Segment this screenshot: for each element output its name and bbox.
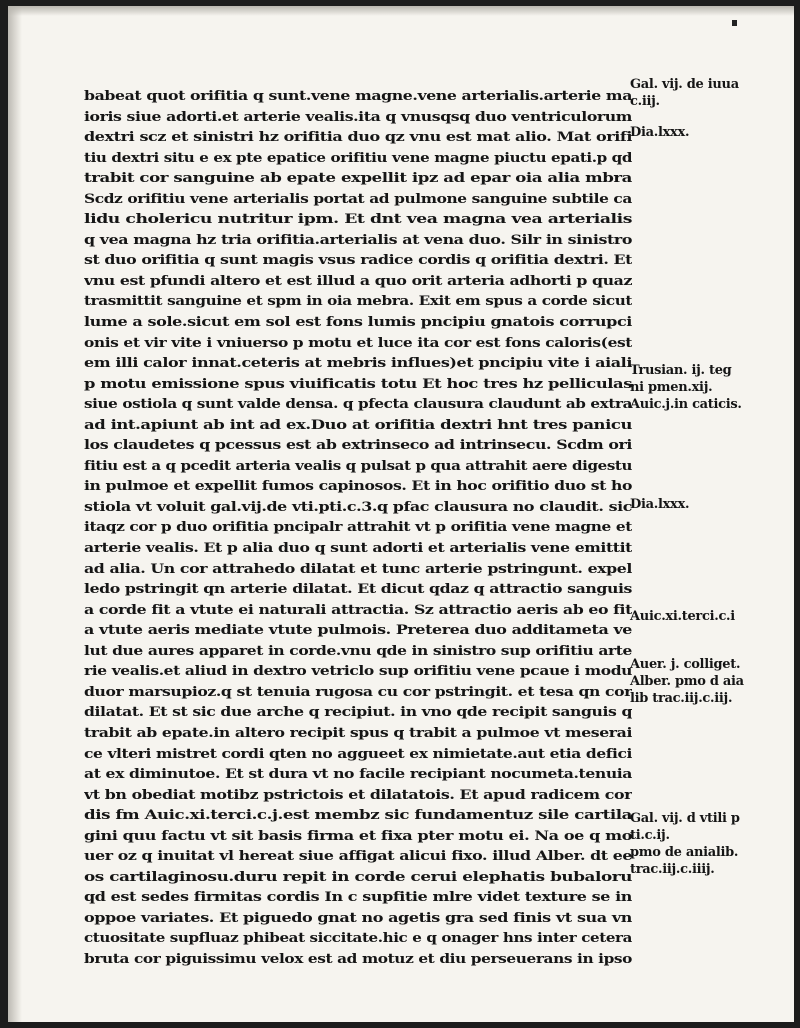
text-line: q vea magna hz tria orifitia.arterialis at vena duo. Silr in sinistro bbox=[84, 231, 632, 248]
text-line: a vtute aeris mediate vtute pulmois. Preterea duo additameta ve bbox=[84, 622, 632, 639]
margin-note-line: Gal. vij. de iuua bbox=[630, 77, 739, 92]
margin-note-line: c.iij. bbox=[630, 94, 660, 109]
text-line: in pulmoe et expellit fumos capinosos. Et in hoc orifitio duo st ho bbox=[84, 478, 632, 495]
margin-note-line: Dia.lxxx. bbox=[630, 497, 690, 512]
text-line: tiu dextri situ e ex pte epatice orifitiu vene magne piuctu epati.p qd bbox=[84, 149, 632, 166]
text-line: babeat quot orifitia q sunt.vene magne.vene arterialis.arterie ma bbox=[84, 88, 632, 104]
page-binding-shadow bbox=[8, 6, 22, 1022]
text-line: ad alia. Un cor attrahedo dilatat et tunc arterie pstringunt. expel bbox=[84, 560, 632, 577]
text-line: st duo orifitia q sunt magis vsus radice cordis q orifitia dextri. Et bbox=[84, 252, 632, 269]
text-line: trabit ab epate.in altero recipit spus q trabit a pulmoe vt meserai bbox=[84, 724, 632, 741]
text-line: siue ostiola q sunt valde densa. q pfecta clausura claudunt ab extra bbox=[84, 396, 632, 413]
margin-note bbox=[630, 656, 744, 707]
margin-note-line: ni pmen.xij. bbox=[630, 380, 713, 395]
margin-note-line: Auic.j.in caticis. bbox=[630, 397, 742, 412]
text-line: rie vealis.et aliud in dextro vetriclo sup orifitiu vene pcaue i modu bbox=[84, 663, 632, 680]
margin-note-line: Auic.xi.terci.c.i bbox=[630, 609, 735, 624]
text-line: ad int.apiunt ab int ad ex.Duo at orifitia dextri hnt tres panicu bbox=[84, 416, 632, 433]
text-line: duor marsupioz.q st tenuia rugosa cu cor pstringit. et tesa qn cor bbox=[84, 683, 632, 700]
margin-note-line: trac.iij.c.iiij. bbox=[630, 862, 715, 877]
text-line: trabit cor sanguine ab epate expellit ipz ad epar oia alia mbra bbox=[84, 170, 632, 187]
margin-note-line: Auer. j. colliget. bbox=[630, 657, 741, 672]
page-top-shadow bbox=[8, 6, 794, 16]
text-line: itaqz cor p duo orifitia pncipalr attrahit vt p orifitia vene magne et bbox=[84, 519, 632, 536]
text-line: ctuositate supfluaz phibeat siccitate.hic e q onager hns inter cetera bbox=[84, 930, 632, 947]
text-line: arterie vealis. Et p alia duo q sunt adorti et arterialis vene emittit bbox=[84, 540, 632, 557]
text-line: fitiu est a q pcedit arteria vealis q pulsat p qua attrahit aere digestu bbox=[84, 457, 632, 474]
text-line: dextri scz et sinistri hz orifitia duo qz vnu est mat alio. Mat orifi bbox=[84, 129, 632, 146]
text-line: lume a sole.sicut em sol est fons lumis pncipiu gnatois corrupci bbox=[84, 314, 632, 331]
text-line: p motu emissione spus viuificatis totu Et hoc tres hz pelliculas bbox=[84, 375, 632, 392]
margin-note bbox=[630, 362, 742, 413]
text-line: at ex diminutoe. Et st dura vt no facile recipiant nocumeta.tenuia bbox=[84, 766, 632, 783]
text-line: lut due aures apparet in corde.vnu qde in sinistro sup orifitiu arte bbox=[84, 642, 632, 659]
text-line: qd est sedes firmitas cordis In c supfitie mlre videt texture se in bbox=[84, 889, 632, 906]
text-line: lidu cholericu nutritur ipm. Et dnt vea magna vea arterialis bbox=[84, 211, 632, 228]
book-page bbox=[8, 6, 794, 1022]
main-text-block bbox=[84, 86, 632, 970]
text-line: ce vlteri mistret cordi qten no aggueet ex nimietate.aut etia defici bbox=[84, 745, 632, 762]
text-line: dis fm Auic.xi.terci.c.j.est membz sic fundamentuz sile cartila bbox=[84, 807, 632, 824]
text-line: los claudetes q pcessus est ab extrinseco ad intrinsecu. Scdm ori bbox=[84, 437, 632, 454]
margin-note-line: Gal. vij. d vtili p bbox=[630, 811, 740, 826]
text-line: a corde fit a vtute ei naturali attractia. Sz attractio aeris ab eo fit bbox=[84, 601, 632, 618]
corner-ink-mark bbox=[732, 20, 737, 26]
margin-note-line: Dia.lxxx. bbox=[630, 125, 690, 140]
text-line: onis et vir vite i vniuerso p motu et luce ita cor est fons caloris(est bbox=[84, 334, 632, 351]
text-line: uer oz q inuitat vl hereat siue affigat alicui fixo. illud Alber. dt ee bbox=[84, 848, 632, 865]
margin-note bbox=[630, 124, 689, 141]
text-line: trasmittit sanguine et spm in oia mebra. Exit em spus a corde sicut bbox=[84, 293, 632, 310]
margin-note bbox=[630, 608, 735, 625]
margin-note bbox=[630, 496, 689, 513]
text-line: stiola vt voluit gal.vij.de vti.pti.c.3.q pfac clausura no claudit. sic bbox=[84, 498, 632, 515]
margin-note-line: lib trac.iij.c.iij. bbox=[630, 691, 733, 706]
text-line: em illi calor innat.ceteris at mebris influes)et pncipiu vite i aiali bbox=[84, 355, 632, 372]
text-line: vt bn obediat motibz pstrictois et dilatatois. Et apud radicem cor bbox=[84, 786, 632, 803]
margin-note bbox=[630, 810, 740, 878]
margin-note-line: pmo de anialib. bbox=[630, 845, 739, 860]
text-line: os cartilaginosu.duru repit in corde cerui elephatis bubaloru bbox=[84, 868, 632, 885]
text-line: oppoe variates. Et piguedo gnat no agetis gra sed finis vt sua vn bbox=[84, 909, 632, 926]
text-line: vnu est pfundi altero et est illud a quo orit arteria adhorti p quaz bbox=[84, 272, 632, 289]
text-line: Scdz orifitiu vene arterialis portat ad pulmone sanguine subtile ca bbox=[84, 190, 632, 207]
text-line: gini quu factu vt sit basis firma et fixa pter motu ei. Na oe q mo bbox=[84, 827, 632, 844]
margin-note-line: Alber. pmo d aia bbox=[630, 674, 744, 689]
text-line: dilatat. Et st sic due arche q recipiut. in vno qde recipit sanguis q bbox=[84, 704, 632, 721]
margin-note-line: ti.c.ij. bbox=[630, 828, 670, 843]
margin-note bbox=[630, 76, 739, 110]
margin-note-line: Trusian. ij. teg bbox=[630, 363, 732, 378]
text-line: ledo pstringit qn arterie dilatat. Et dicut qdaz q attractio sanguis bbox=[84, 581, 632, 598]
text-line: ioris siue adorti.et arterie vealis.ita q vnusqsq duo ventriculorum bbox=[84, 108, 632, 125]
text-line: bruta cor piguissimu velox est ad motuz et diu perseuerans in ipso bbox=[84, 950, 632, 967]
